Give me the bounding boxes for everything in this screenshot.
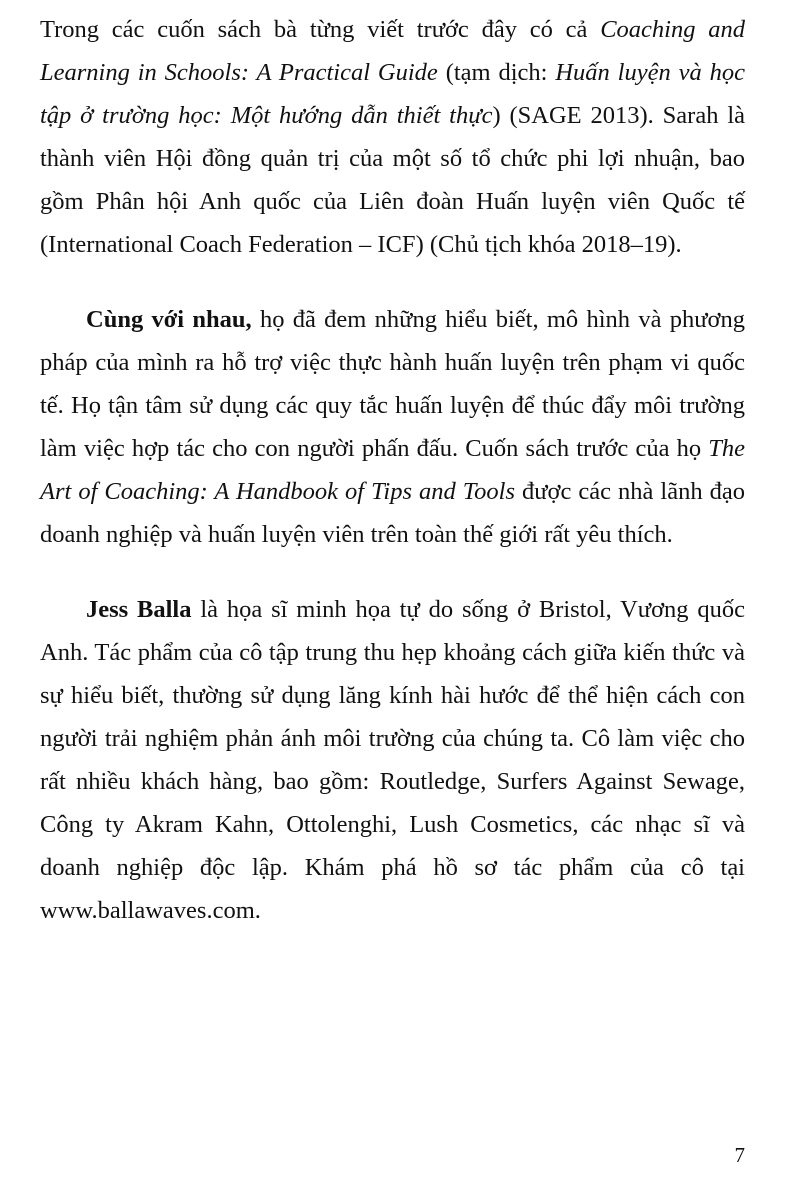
italic-run: The Art of Coaching: A Handbook of Tips and Tools: [40, 435, 745, 505]
para-2: [40, 298, 745, 556]
text-run: (tạm dịch:: [437, 59, 556, 86]
text-run: họ đã đem những hiểu biết, mô hình và phương pháp của mình ra hỗ trợ việc thực hành huấn luyện trên phạm vi quốc tế. Họ tận tâm sử dụng các quy tắc huấn luyện để thúc đẩy môi trường làm việc hợp tác cho con người phấn đấu. Cuốn sách trước của họ: [40, 306, 745, 462]
bold-run: Jess Balla: [86, 596, 192, 623]
para-1: [40, 8, 745, 266]
text-run: được các nhà lãnh đạo doanh nghiệp và huấn luyện viên trên toàn thế giới rất yêu thích.: [40, 478, 745, 548]
text-run: ) (SAGE 2013). Sarah là thành viên Hội đồng quản trị của một số tổ chức phi lợi nhuận, bao gồm Phân hội Anh quốc của Liên đoàn Huấn luyện viên Quốc tế (International Coach Federation – ICF) (Chủ tịch khóa 2018–19).: [40, 102, 746, 258]
italic-run: Huấn luyện và học tập ở trường học: Một hướng dẫn thiết thực: [40, 59, 745, 129]
page-body-text: [40, 8, 745, 932]
bold-run: Cùng với nhau,: [86, 306, 252, 333]
text-run: là họa sĩ minh họa tự do sống ở Bristol, Vương quốc Anh. Tác phẩm của cô tập trung thu hẹp khoảng cách giữa kiến thức và sự hiểu biết, thường sử dụng lăng kính hài hước để thể hiện cách con người trải nghiệm phản ánh môi trường của chúng ta. Cô làm việc cho rất nhiều khách hàng, bao gồm: Routledge, Surfers Against Sewage, Công ty Akram Kahn, Ottolenghi, Lush Cosmetics, các nhạc sĩ và doanh nghiệp độc lập. Khám phá hồ sơ tác phẩm của cô tại www.ballawaves.com.: [40, 596, 745, 924]
text-run: Trong các cuốn sách bà từng viết trước đây có cả: [40, 16, 601, 43]
page-number: 7: [734, 1143, 745, 1167]
italic-run: Coaching and Learning in Schools: A Practical Guide: [40, 16, 745, 86]
para-3: [40, 588, 745, 932]
